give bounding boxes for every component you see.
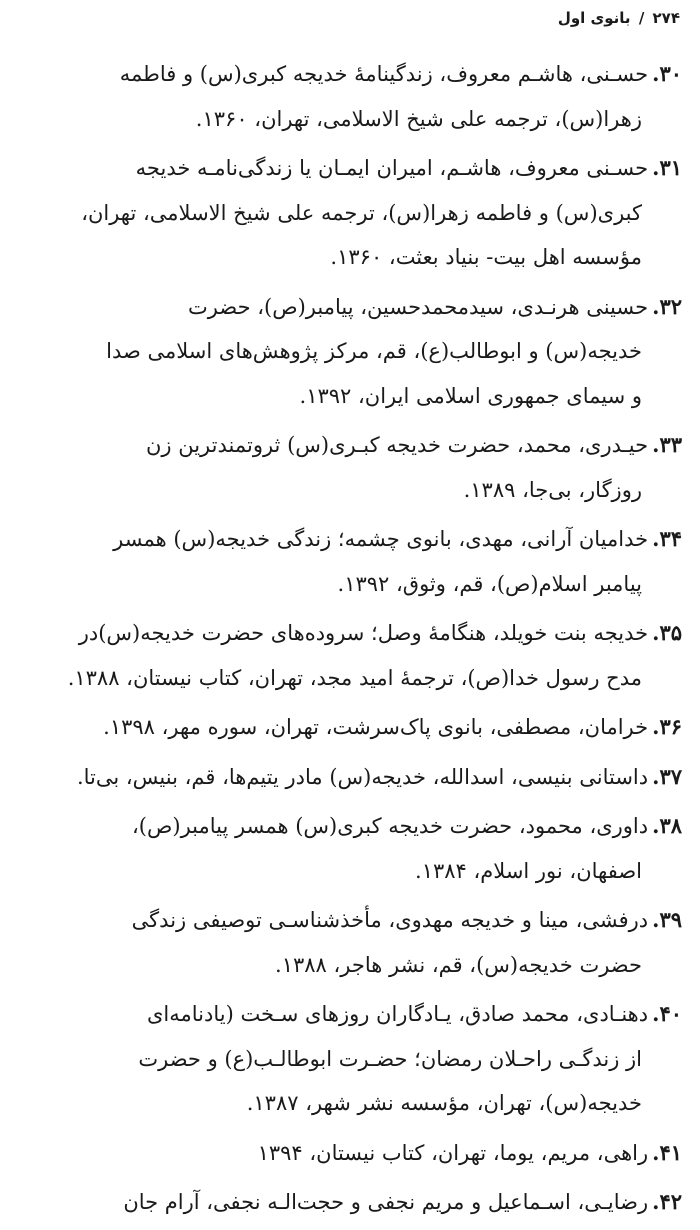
- bibliography-entry: [20, 146, 682, 280]
- page-number: ۲۷۴: [652, 9, 680, 27]
- entry-number: ۳۱.: [652, 155, 682, 180]
- bibliography-entry: [20, 611, 682, 700]
- entry-text: حسـنی معروف، هاشـم، امیران ایمـان یا زندگی‌نامـه خدیجه: [135, 156, 649, 180]
- entry-text: حسینی هرنـدی، سیدمحمدحسین، پیامبر(ص)، حضرت: [188, 294, 649, 319]
- bibliography-entry: [20, 898, 682, 987]
- bibliography-entry: [20, 285, 682, 419]
- entry-line: [20, 611, 682, 656]
- entry-line: خدیجه(س) و ابوطالب(ع)، قم، مرکز پژوهش‌های اسلامی صدا: [106, 339, 642, 363]
- entry-text: داوری، محمود، حضرت خدیجه کبری(س) همسر پیامبر(ص)،: [132, 814, 649, 838]
- entry-text: داستانی بنیسی، اسدالله، خدیجه(س) مادر یتیم‌ها، قم، بنیس، بی‌تا.: [76, 764, 649, 789]
- entry-text: خدیجه بنت خویلد، هنگامهٔ وصل؛ سروده‌های حضرت خدیجه(س)در: [78, 621, 649, 645]
- entry-number: ۳۵.: [652, 620, 682, 645]
- entry-number: ۳۰.: [652, 61, 682, 86]
- entry-line: [20, 705, 682, 750]
- entry-line: [20, 1131, 682, 1176]
- entry-number: ۳۴.: [652, 526, 682, 551]
- entry-number: ۳۷.: [652, 763, 682, 789]
- entry-number: ۳۸.: [652, 813, 682, 838]
- entry-line: [20, 517, 682, 562]
- entry-line: حضرت خدیجه(س)، قم، نشر هاجر، ۱۳۸۸.: [275, 952, 642, 977]
- entry-line: مؤسسه اهل بیت- بنیاد بعثت، ۱۳۶۰.: [330, 245, 642, 269]
- bibliography-entry: [20, 52, 682, 141]
- entry-line: [20, 1180, 682, 1225]
- entry-text: دهنـادی، محمد صادق، یـادگاران روزهای سـخت (یادنامه‌ای: [146, 1002, 649, 1026]
- entry-line: مدح رسول خدا(ص)، ترجمهٔ امید مجد، تهران، کتاب نیستان، ۱۳۸۸.: [67, 665, 642, 690]
- entry-line: [20, 52, 682, 97]
- entry-number: ۳۳.: [652, 432, 682, 457]
- entry-line: [20, 992, 682, 1037]
- entry-number: ۴۲.: [652, 1189, 682, 1214]
- entry-text: خرامان، مصطفی، بانوی پاک‌سرشت، تهران، سوره مهر، ۱۳۹۸.: [103, 715, 649, 739]
- entry-line: اصفهان، نور اسلام، ۱۳۸۴.: [415, 858, 642, 883]
- entry-text: راهی، مریم، یوما، تهران، کتاب نیستان، ۱۳۹۴: [257, 1140, 649, 1165]
- running-header: [558, 6, 680, 30]
- bibliography-list: [20, 52, 682, 1230]
- entry-text: خدامیان آرانی، مهدی، بانوی چشمه؛ زندگی خدیجه(س) همسر: [113, 527, 649, 551]
- entry-line: [20, 423, 682, 468]
- entry-text: درفشی، مینا و خدیجه مهدوی، مأخذشناسـی توصیفی زندگی: [131, 908, 649, 932]
- entry-line: از زندگـی راحـلان رمضان؛ حضـرت ابوطالـب(ع) و حضرت: [138, 1046, 642, 1071]
- bibliography-entry: [20, 517, 682, 606]
- entry-line: و سیمای جمهوری اسلامی ایران، ۱۳۹۲.: [299, 383, 642, 408]
- bibliography-entry: [20, 1131, 682, 1176]
- header-separator: /: [638, 9, 645, 27]
- entry-line: پیامبر اسلام(ص)، قم، وثوق، ۱۳۹۲.: [337, 571, 642, 596]
- entry-number: ۴۰.: [652, 1001, 682, 1026]
- entry-text: حسـنی، هاشـم معروف، زندگینامهٔ خدیجه کبری(س) و فاطمه: [119, 62, 649, 86]
- entry-line: [20, 755, 682, 800]
- entry-number: ۳۶.: [652, 714, 682, 739]
- entry-line: [20, 804, 682, 849]
- bibliography-entry: [20, 423, 682, 512]
- bibliography-entry: [20, 755, 682, 800]
- entry-line: [20, 146, 682, 191]
- bibliography-entry: [20, 705, 682, 750]
- entry-number: ۳۲.: [652, 293, 682, 319]
- entry-line: [20, 285, 682, 330]
- entry-number: ۳۹.: [652, 907, 682, 932]
- entry-line: کبری(س) و فاطمه زهرا(س)، ترجمه علی شیخ الاسلامی، تهران،: [81, 200, 642, 225]
- entry-text: حیـدری، محمد، حضرت خدیجه کبـری(س) ثروتمندترین زن: [145, 433, 649, 457]
- entry-line: روزگار، بی‌جا، ۱۳۸۹.: [463, 477, 642, 502]
- book-title: بانوی اول: [557, 9, 631, 27]
- entry-line: خدیجه(س)، تهران، مؤسسه نشر شهر، ۱۳۸۷.: [246, 1091, 642, 1115]
- entry-text: رضایـی، اسـماعیل و مریم نجفی و حجت‌الـه نجفی، آرام جان: [123, 1190, 649, 1214]
- entry-number: ۴۱.: [652, 1139, 682, 1165]
- bibliography-entry: [20, 1180, 682, 1225]
- bibliography-entry: [20, 804, 682, 893]
- bibliography-entry: [20, 992, 682, 1126]
- entry-line: زهرا(س)، ترجمه علی شیخ الاسلامی، تهران، ۱۳۶۰.: [195, 106, 642, 131]
- entry-line: [20, 898, 682, 943]
